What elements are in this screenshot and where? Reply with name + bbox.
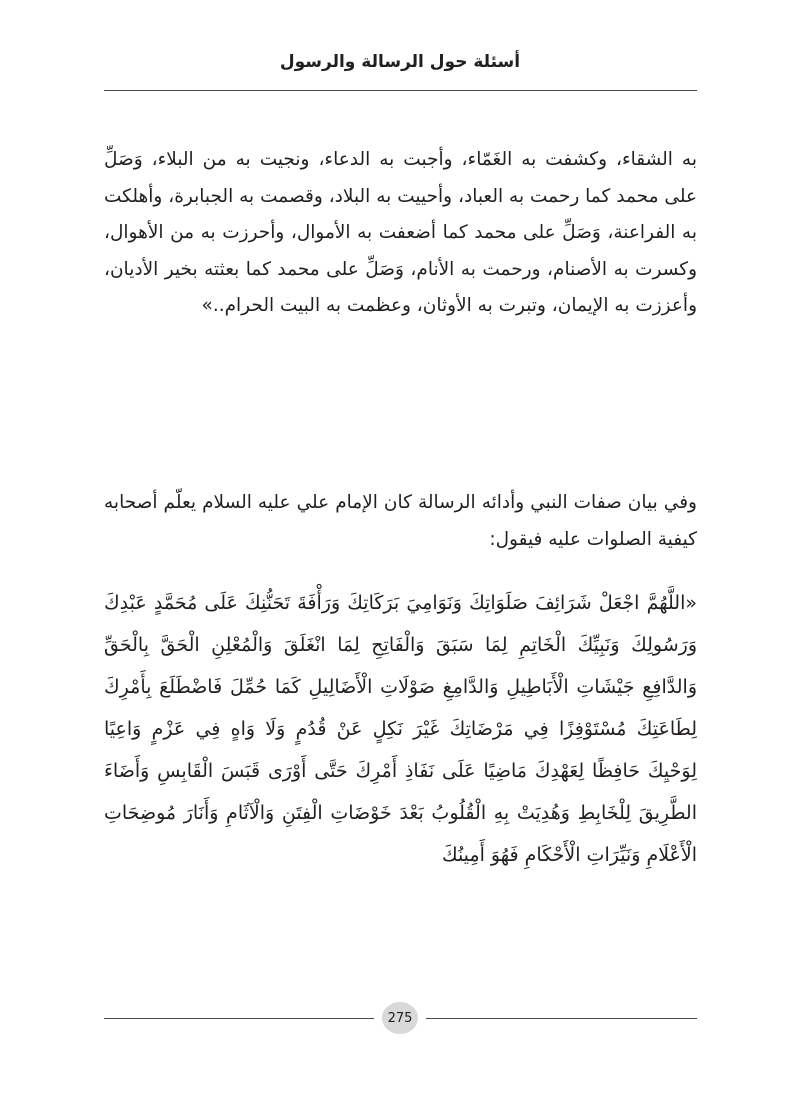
paragraph-2-text: وفي بيان صفات النبي وأدائه الرسالة كان الإمام علي عليه السلام يعلّم أصحابه كيفية الصلوات عليه فيقول: — [104, 492, 697, 550]
page-number: 275 — [382, 1002, 418, 1034]
footer-divider-right — [426, 1018, 697, 1019]
paragraph-1-text: به الشقاء، وكشفت به الغَمّاء، وأجبت به الدعاء، ونجيت به من البلاء، وَصَلِّ على محمد كما رحمت به العباد، وأحييت به البلاد، وقصمت به الجبابرة، وأهلكت به الفراعنة، وَصَلِّ على محمد كما أضعفت به الأموال، وأحرزت به من الأهوال، وكسرت به الأصنام، ورحمت به الأنام، وَصَلِّ على محمد كما بعثته بخير الأديان، وأعززت به الإيمان، وتبرت به الأوثان، وعظمت به البيت الحرام..» — [104, 149, 697, 316]
paragraph-2 — [104, 484, 697, 558]
prayer-quote-text: «اللَّهُمَّ اجْعَلْ شَرَائِفَ صَلَوَاتِكَ وَنَوَامِيَ بَرَكَاتِكَ وَرَأْفَةَ تَحَنُّنِكَ عَلَى مُحَمَّدٍ عَبْدِكَ وَرَسُولِكَ وَنَبِيِّكَ الْخَاتِمِ لِمَا سَبَقَ وَالْفَاتِحِ لِمَا انْغَلَقَ وَالْمُعْلِنِ الْحَقَّ بِالْحَقِّ وَالدَّافِعِ جَيْشَاتِ الْأَبَاطِيلِ وَالدَّامِغِ صَوْلَاتِ الْأَضَالِيلِ كَمَا حُمِّلَ فَاضْطَلَعَ بِأَمْرِكَ لِطَاعَتِكَ مُسْتَوْفِزًا فِي مَرْضَاتِكَ غَيْرَ نَكِلٍ عَنْ قُدُمٍ وَلَا وَاهٍ فِي عَزْمٍ وَاعِيًا لِوَحْيِكَ حَافِظًا لِعَهْدِكَ مَاضِيًا عَلَى نَفَاذِ أَمْرِكَ حَتَّى أَوْرَى قَبَسَ الْقَابِسِ وَأَضَاءَ الطَّرِيقَ لِلْخَابِطِ وَهُدِيَتْ بِهِ الْقُلُوبُ بَعْدَ خَوْضَاتِ الْفِتَنِ وَالْآثَامِ وَأَنَارَ مُوضِحَاتِ الْأَعْلَامِ وَنَيِّرَاتِ الْأَحْكَامِ فَهُوَ أَمِينُكَ — [104, 592, 697, 866]
header-divider — [104, 90, 697, 91]
paragraph-1 — [104, 142, 697, 325]
footer-divider-left — [104, 1018, 374, 1019]
prayer-quote — [104, 582, 697, 876]
running-header: أسئلة حول الرسالة والرسول — [279, 52, 521, 72]
